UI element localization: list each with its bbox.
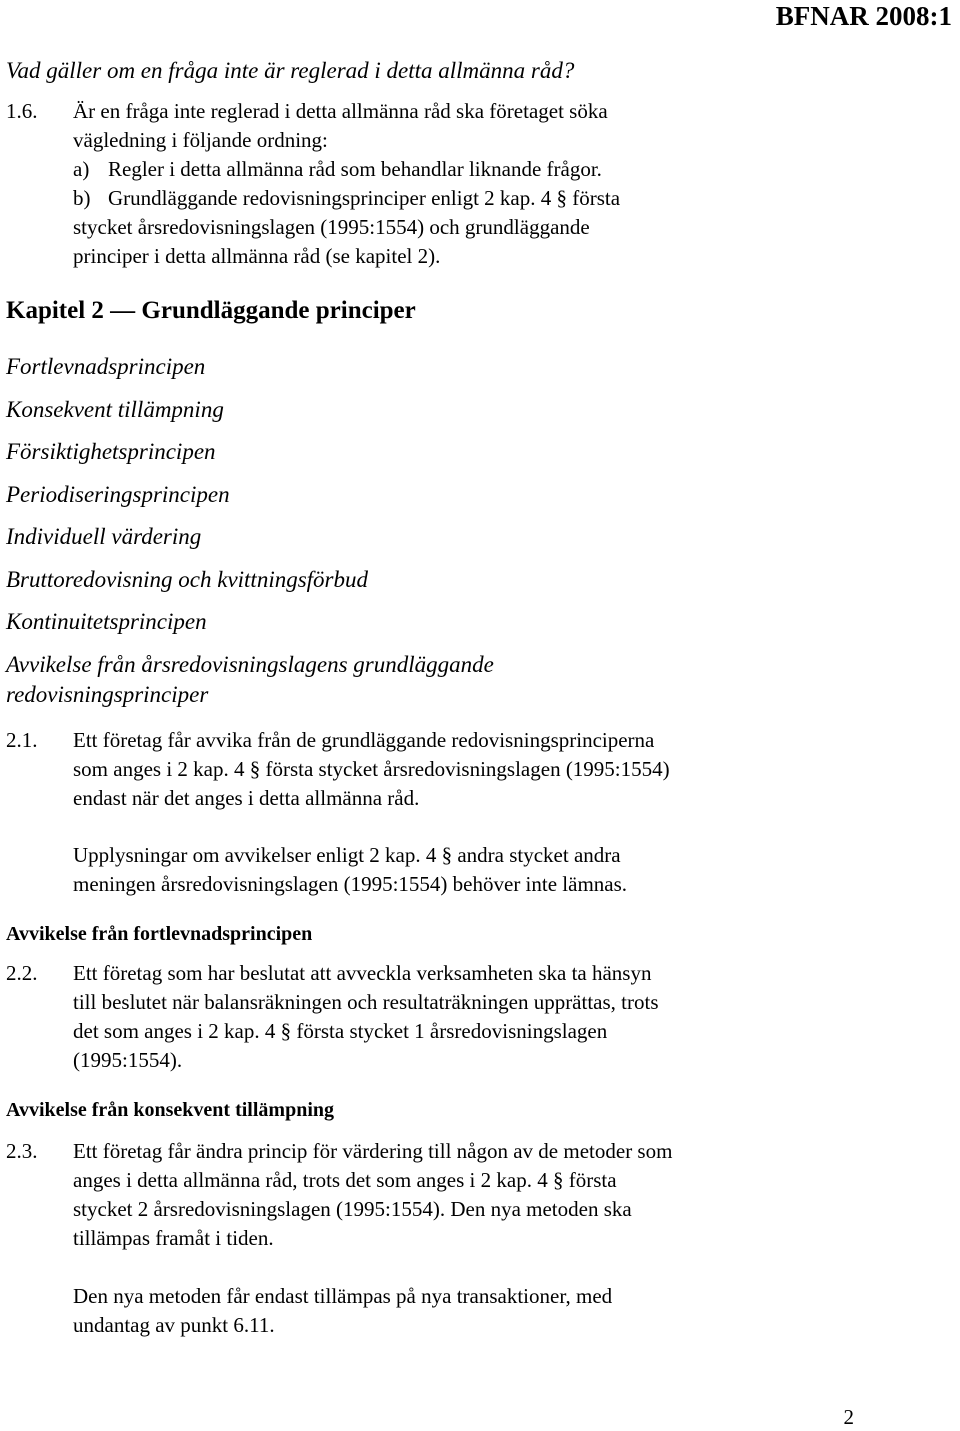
- text-line: tillämpas framåt i tiden.: [73, 1226, 274, 1250]
- text-line: meningen årsredovisningslagen (1995:1554) behöver inte lämnas.: [73, 872, 628, 896]
- text-line: undantag av punkt 6.11.: [73, 1313, 275, 1337]
- item-number-1-6: 1.6.: [6, 99, 38, 123]
- text-line: Avvikelse från årsredovisningslagens grundläggande: [6, 652, 494, 677]
- item-2-3-paragraph-1: [73, 1137, 773, 1253]
- text-line: Ett företag får avvika från de grundläggande redovisningsprinciperna: [73, 728, 655, 752]
- text-line: (1995:1554).: [73, 1048, 183, 1072]
- principle-heading: Individuell värdering: [6, 524, 202, 549]
- text-line: stycket 2 årsredovisningslagen (1995:1554). Den nya metoden ska: [73, 1197, 632, 1221]
- text-line: vägledning i följande ordning:: [73, 128, 328, 152]
- text-line: Den nya metoden får endast tillämpas på nya transaktioner, med: [73, 1284, 613, 1308]
- deviation-heading: [6, 650, 494, 710]
- text-line: Ett företag får ändra princip för värdering till någon av de metoder som: [73, 1139, 673, 1163]
- text-line: Är en fråga inte reglerad i detta allmänna råd ska företaget söka: [73, 99, 608, 123]
- text-line: till beslutet när balansräkningen och resultaträkningen upprättas, trots: [73, 990, 659, 1014]
- sub-item-b-letter: b): [73, 186, 91, 210]
- text-line: Grundläggande redovisningsprinciper enligt 2 kap. 4 § första: [108, 186, 621, 210]
- section-heading-unregulated: Vad gäller om en fråga inte är reglerad i detta allmänna råd?: [6, 58, 575, 83]
- item-1-6-intro: [73, 97, 773, 155]
- principle-heading: Periodiseringsprincipen: [6, 482, 230, 507]
- text-line: som anges i 2 kap. 4 § första stycket årsredovisningslagen (1995:1554): [73, 757, 670, 781]
- principle-heading: Kontinuitetsprincipen: [6, 609, 207, 634]
- text-line: endast när det anges i detta allmänna råd.: [73, 786, 420, 810]
- document-id: BFNAR 2008:1: [775, 1, 952, 31]
- text-line: redovisningsprinciper: [6, 682, 209, 707]
- item-2-1-paragraph-2: [73, 841, 773, 899]
- item-number-2-3: 2.3.: [6, 1139, 38, 1163]
- item-number-2-1: 2.1.: [6, 728, 38, 752]
- text-line: Upplysningar om avvikelser enligt 2 kap. 4 § andra stycket andra: [73, 843, 621, 867]
- page-number: 2: [843, 1405, 854, 1429]
- item-2-2-paragraph: [73, 959, 773, 1075]
- text-line: anges i detta allmänna råd, trots det som anges i 2 kap. 4 § första: [73, 1168, 617, 1192]
- text-line: det som anges i 2 kap. 4 § första stycket 1 årsredovisningslagen: [73, 1019, 608, 1043]
- text-line: Ett företag som har beslutat att avveckla verksamheten ska ta hänsyn: [73, 961, 652, 985]
- principle-heading: Försiktighetsprincipen: [6, 439, 216, 464]
- sub-item-b-text: [73, 184, 748, 271]
- item-2-3-paragraph-2: [73, 1282, 773, 1340]
- text-line: principer i detta allmänna råd (se kapitel 2).: [73, 244, 441, 268]
- item-2-1-paragraph-1: [73, 726, 773, 813]
- principle-heading: Konsekvent tillämpning: [6, 397, 224, 422]
- heading-fortlevnad: Avvikelse från fortlevnadsprincipen: [6, 923, 313, 945]
- sub-item-a-text: Regler i detta allmänna råd som behandlar liknande frågor.: [108, 157, 602, 181]
- sub-item-a-letter: a): [73, 157, 90, 181]
- principle-heading: Bruttoredovisning och kvittningsförbud: [6, 567, 369, 592]
- item-number-2-2: 2.2.: [6, 961, 38, 985]
- heading-konsekvent: Avvikelse från konsekvent tillämpning: [6, 1099, 334, 1121]
- principle-heading: Fortlevnadsprincipen: [6, 354, 206, 379]
- chapter-title: Kapitel 2 — Grundläggande principer: [6, 297, 416, 324]
- text-line: stycket årsredovisningslagen (1995:1554) och grundläggande: [73, 215, 590, 239]
